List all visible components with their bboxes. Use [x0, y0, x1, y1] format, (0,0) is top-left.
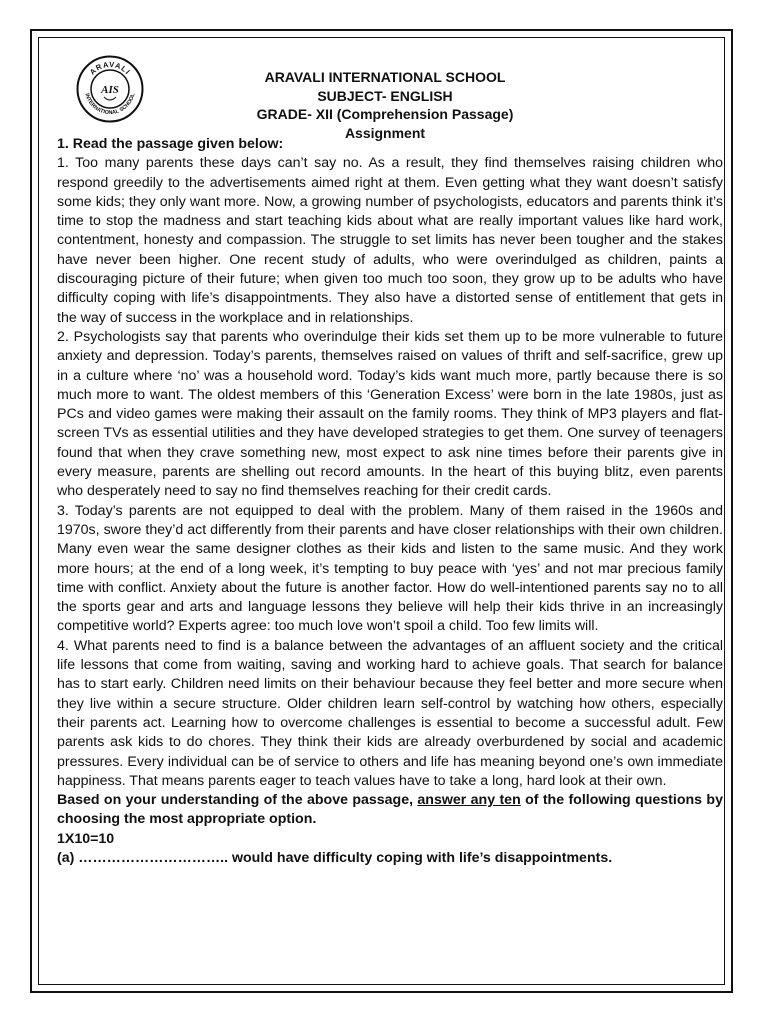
logo-emblem-line	[104, 97, 116, 100]
question-intro-text: Based on your understanding of the above passage,	[57, 792, 418, 809]
passage-paragraph-1: 1. Too many parents these days can’t say no. As a result, they find themselves raising children who respond greedily to the advertisements aimed right at them. Even getting what they want doesn’t satisfy some kids; they only want more. Now, a growing number of psychologists, educators and parents think it’s time to stop the madness and start teaching kids about what are really important values like hard work, contentment, honesty and compassion. The struggle to set limits has never been tougher and the stakes have never been higher. One recent study of adults, who were overindulged as children, paints a discouraging picture of their future; when given too much too soon, they grow up to be adults who have difficulty coping with life’s disappointments. They also have a distorted sense of entitlement that gets in the way of success in the workplace and in relationships.	[57, 155, 723, 326]
assignment-label: Assignment	[344, 124, 426, 141]
logo-monogram: AIS	[101, 84, 119, 96]
passage-paragraph-4: 4. What parents need to find is a balance between the advantages of an affluent society and the critical life lessons that come from waiting, saving and working hard to achieve goals. That search for balance has to start early. Children need limits on their behaviour because they feel better and more secure when they live within a secure structure. Older children learn self-control by watching how others, especially their parents act. Learning how to overcome challenges is essential to become a successful adult. Few parents ask kids to do chores. They think their kids are already overburdened by social and academic pressures. Every individual can be of service to others and life has meaning beyond one’s own immediate happiness. That means parents eager to teach values have to take a long, hard look at their own.	[57, 637, 723, 789]
subject-line: SUBJECT- ENGLISH	[317, 87, 453, 104]
logo-bottom-text: INTERNATIONAL SCHOOL	[83, 92, 137, 117]
school-name: ARAVALI INTERNATIONAL SCHOOL	[264, 69, 506, 85]
grade-line: GRADE- XII (Comprehension Passage)	[256, 106, 514, 122]
passage-content	[57, 135, 723, 868]
logo-top-text: ARAVALI	[87, 59, 133, 77]
marks-scheme: 1X10=10	[57, 830, 115, 847]
question-instructions	[57, 791, 723, 830]
svg-text:ARAVALI	[88, 60, 133, 77]
passage-paragraph-3: 3. Today’s parents are not equipped to deal with the problem. Many of them raised in the 1960s and 1970s, swore they’d act differently from their parents and have closer relationships with their own children. Many even wear the same designer clothes as their kids and listen to the same music. And they work more hours; at the end of a long week, it’s tempting to buy peace with ‘yes’ and not mar precious family time with conflict. Anxiety about the future is another factor. How do well-intentioned parents say no to all the sports gear and arts and language lessons they believe will help their kids thrive in an increasingly competitive world? Experts agree: too much love won’t spoil a child. Too few limits will.	[57, 502, 723, 635]
instruction-heading: 1. Read the passage given below:	[57, 136, 284, 152]
question-intro-tail: of the following questions by choosing the most appropriate option.	[57, 792, 723, 828]
school-logo	[76, 55, 144, 123]
answer-any-ten: answer any ten	[417, 792, 521, 809]
document-header	[160, 68, 610, 142]
passage-paragraph-2: 2. Psychologists say that parents who overindulge their kids set them up to be more vulnerable to future anxiety and depression. Today’s parents, themselves raised on values of thrift and self-sacrifice, grew up in a culture where ‘no’ was a household word. Today’s kids want much more, partly because there is so much more to want. The oldest members of this ‘Generation Excess’ were born in the late 1980s, just as PCs and video games were making their assault on the family rooms. They think of MP3 players and flat-screen TVs as essential utilities and they have developed strategies to get them. One survey of teenagers found that when they crave something new, most expect to ask nine times before their parents give in every measure, parents are shelling out record amounts. In the heart of this buying blitz, even parents who desperately need to say no find themselves reaching for their credit cards.	[57, 328, 723, 500]
question-a: (a) ………………………….. would have difficulty coping with life’s disappointments.	[57, 849, 613, 866]
